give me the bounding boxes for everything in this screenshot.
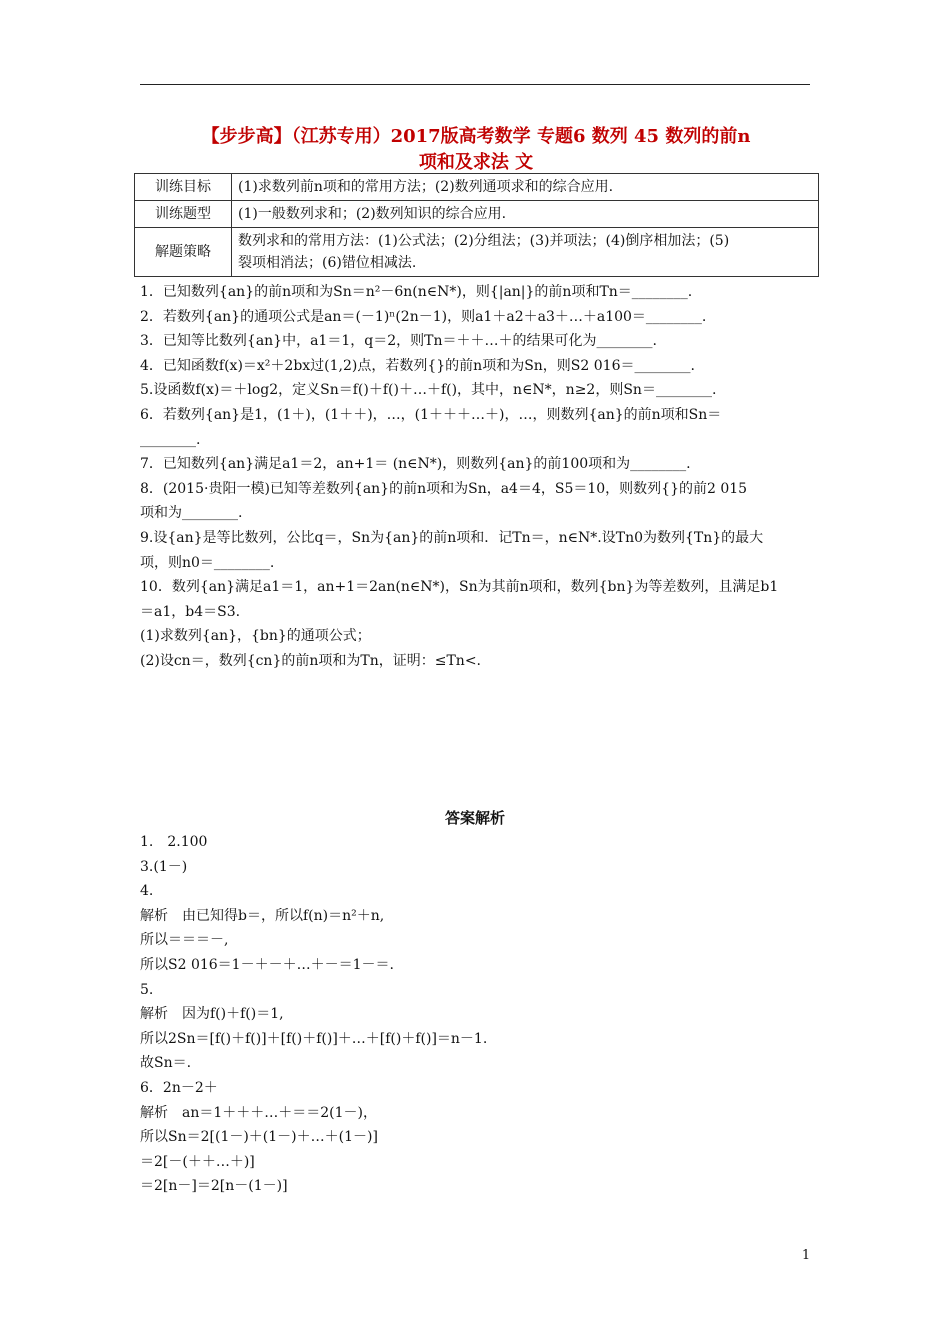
document-title bbox=[140, 124, 812, 176]
answer-line: 3.(1－) bbox=[140, 858, 188, 875]
problem-line: 9.设{an}是等比数列，公比q＝，Sn为{an}的前n项和．记Tn＝，n∈N*.设Tn0为数列{Tn}的最大 bbox=[140, 529, 764, 546]
table-key: 训练题型 bbox=[135, 201, 232, 228]
table-row bbox=[135, 201, 819, 228]
problem-line: ＝a1，b4＝S3. bbox=[140, 603, 241, 620]
answer-line: 所以Sn＝2[(1－)＋(1－)＋…＋(1－)] bbox=[140, 1129, 378, 1146]
table-key: 解题策略 bbox=[135, 228, 232, 277]
answer-line: 6．2n－2＋ bbox=[140, 1079, 218, 1096]
problem-line: (1)求数列{an}，{bn}的通项公式； bbox=[140, 628, 371, 645]
answer-list bbox=[140, 830, 820, 1199]
problem-line: 项和为________. bbox=[140, 505, 243, 522]
answer-section-title: 答案解析 bbox=[444, 809, 505, 827]
answer-line: ＝2[n－]＝2[n－(1－)] bbox=[140, 1178, 288, 1195]
problem-line: 8．(2015·贵阳一模)已知等差数列{an}的前n项和为Sn，a4＝4，S5＝10，则数列{}的前2 015 bbox=[140, 480, 748, 497]
answer-line: 所以＝＝＝－, bbox=[140, 932, 229, 949]
table-value-line: 裂项相消法；(6)错位相减法. bbox=[238, 255, 417, 271]
problem-line: 10．数列{an}满足a1＝1，an+1＝2an(n∈N*)，Sn为其前n项和，数列{bn}为等差数列，且满足b1 bbox=[140, 579, 779, 596]
problem-line: 3．已知等比数列{an}中，a1＝1，q＝2，则Tn＝＋＋…＋的结果可化为________. bbox=[140, 333, 657, 350]
problem-list bbox=[140, 280, 820, 674]
table-value bbox=[232, 228, 819, 277]
table-value: (1)求数列前n项和的常用方法；(2)数列通项求和的综合应用. bbox=[232, 174, 819, 201]
problem-line: (2)设cn＝，数列{cn}的前n项和为Tn，证明：≤Tn<. bbox=[140, 652, 481, 669]
problem-line: 项，则n0＝________. bbox=[140, 554, 275, 571]
table-row bbox=[135, 174, 819, 201]
table-row bbox=[135, 228, 819, 277]
answer-line: ＝2[－(＋＋…＋)] bbox=[140, 1153, 255, 1170]
problem-line: ________. bbox=[140, 431, 201, 448]
problem-line: 4．已知函数f(x)＝x²＋2bx过(1,2)点，若数列{}的前n项和为Sn，则S2 016＝________. bbox=[140, 357, 695, 374]
title-line-2: 项和及求法 文 bbox=[418, 152, 534, 173]
answer-line: 1. 2.100 bbox=[140, 834, 208, 850]
answer-line: 解析 因为f()＋f()＝1, bbox=[140, 1006, 284, 1023]
problem-line: 1．已知数列{an}的前n项和为Sn＝n²－6n(n∈N*)，则{|an|}的前n项和Tn＝________. bbox=[140, 284, 693, 300]
answer-line: 解析 由已知得b＝，所以f(n)＝n²＋n, bbox=[140, 907, 385, 924]
table-key: 训练目标 bbox=[135, 174, 232, 201]
title-line-1: 【步步高】（江苏专用）2017版高考数学 专题6 数列 45 数列的前n bbox=[201, 126, 751, 147]
answer-line: 所以2Sn＝[f()＋f()]＋[f()＋f()]＋…＋[f()＋f()]＝n－1. bbox=[140, 1030, 488, 1047]
answer-line: 所以S2 016＝1－＋－＋…＋－＝1－＝. bbox=[140, 956, 394, 973]
answer-line: 解析 an＝1＋＋＋…＋＝＝2(1－)， bbox=[140, 1104, 378, 1121]
problem-line: 2．若数列{an}的通项公式是an＝(－1)ⁿ(2n－1)，则a1＋a2＋a3＋…＋a100＝________. bbox=[140, 308, 707, 325]
answer-line: 5. bbox=[140, 981, 154, 998]
page-number: 1 bbox=[801, 1248, 811, 1263]
answer-line: 故Sn＝. bbox=[140, 1055, 192, 1072]
training-info-table bbox=[134, 173, 819, 277]
table-value: (1)一般数列求和；(2)数列知识的综合应用. bbox=[232, 201, 819, 228]
answer-line: 4. bbox=[140, 883, 154, 900]
problem-line: 6．若数列{an}是1，(1＋)，(1＋＋)，…，(1＋＋＋…＋)，…，则数列{an}的前n项和Sn＝ bbox=[140, 406, 722, 423]
problem-line: 7．已知数列{an}满足a1＝2，an+1＝ (n∈N*)，则数列{an}的前100项和为________. bbox=[140, 456, 691, 473]
header-rule bbox=[140, 84, 810, 85]
problem-line: 5.设函数f(x)＝＋log2，定义Sn＝f()＋f()＋…＋f()，其中，n∈N*，n≥2，则Sn＝________. bbox=[140, 382, 717, 399]
table-value-line: 数列求和的常用方法：(1)公式法；(2)分组法；(3)并项法；(4)倒序相加法；(5) bbox=[238, 233, 730, 249]
